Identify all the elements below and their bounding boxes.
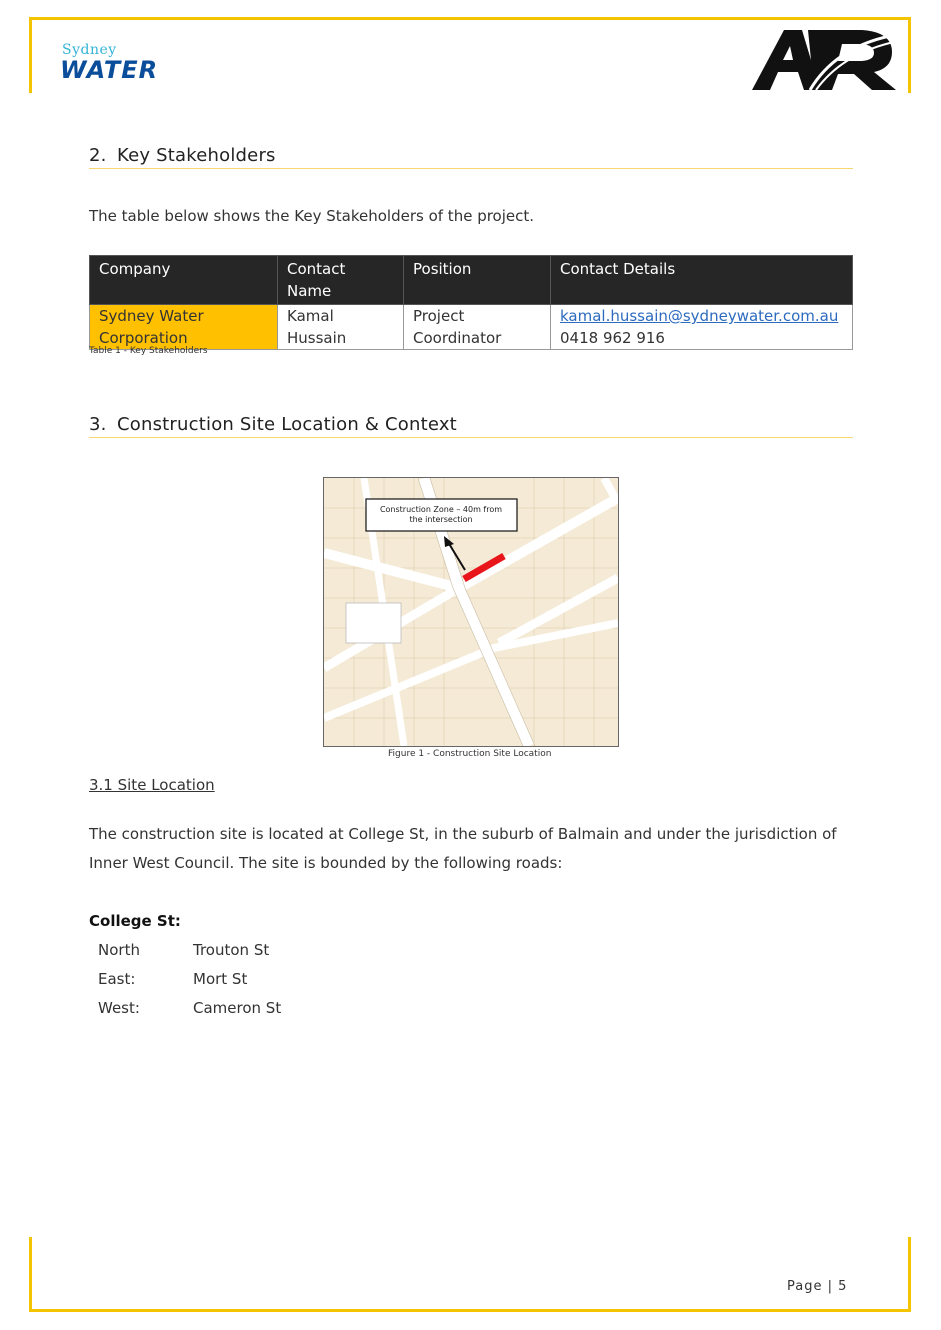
table-header-row	[90, 256, 853, 305]
sydney-water-logo	[60, 40, 170, 90]
section-3-number: 3.	[89, 414, 107, 435]
section-2-title: Key Stakeholders	[117, 145, 276, 166]
phone-number: 0418 962 916	[560, 329, 665, 347]
cell-company: Sydney Water Corporation	[90, 305, 278, 350]
list-item	[98, 941, 269, 959]
frame-left-top	[29, 17, 32, 93]
section-2-heading	[89, 145, 853, 169]
page-number: Page | 5	[787, 1279, 848, 1294]
stakeholders-table	[89, 255, 853, 350]
site-location-map	[323, 477, 619, 747]
header-company: Company	[90, 256, 278, 305]
section-3-heading	[89, 414, 853, 438]
frame-bottom-line	[29, 1309, 911, 1312]
logo-water-text: WATER	[60, 56, 159, 84]
bound-road: Cameron St	[193, 999, 282, 1017]
section-2-number: 2.	[89, 145, 107, 166]
map-callout-line1: Construction Zone – 40m from	[379, 505, 503, 514]
ar-logo	[750, 28, 898, 92]
header-contact-name: Contact Name	[278, 256, 404, 305]
frame-left-bottom	[29, 1237, 32, 1312]
email-link[interactable]: kamal.hussain@sydneywater.com.au	[560, 307, 839, 325]
frame-right-top	[908, 17, 911, 93]
map-image	[324, 478, 618, 746]
table-caption: Table 1 - Key Stakeholders	[89, 346, 208, 356]
cell-position: Project Coordinator	[404, 305, 551, 350]
bound-direction: West:	[98, 999, 140, 1017]
header-position: Position	[404, 256, 551, 305]
bound-direction: North	[98, 941, 140, 959]
site-location-para-line2: Inner West Council. The site is bounded by the following roads:	[89, 854, 563, 872]
bound-road: Trouton St	[193, 941, 270, 959]
stakeholders-intro: The table below shows the Key Stakeholders of the project.	[89, 207, 535, 225]
site-location-para-line1: The construction site is located at College St, in the suburb of Balmain and under the jurisdiction of	[89, 825, 837, 843]
frame-top-line	[29, 17, 911, 20]
header-contact-details: Contact Details	[551, 256, 853, 305]
table-row	[90, 305, 853, 350]
bound-direction: East:	[98, 970, 136, 988]
section-3-title: Construction Site Location & Context	[117, 414, 457, 435]
list-item	[98, 999, 281, 1017]
ar-logo-icon	[750, 28, 898, 92]
list-item	[98, 970, 247, 988]
frame-right-bottom	[908, 1237, 911, 1312]
figure-caption: Figure 1 - Construction Site Location	[388, 749, 552, 759]
street-label: College St:	[89, 912, 181, 930]
map-callout-line2: the intersection	[409, 515, 473, 524]
bound-road: Mort St	[193, 970, 248, 988]
cell-contact-name: Kamal Hussain	[278, 305, 404, 350]
logo-sydney-text: Sydney	[62, 42, 117, 58]
cell-contact-details	[551, 305, 853, 350]
site-location-heading: 3.1 Site Location	[89, 776, 215, 794]
